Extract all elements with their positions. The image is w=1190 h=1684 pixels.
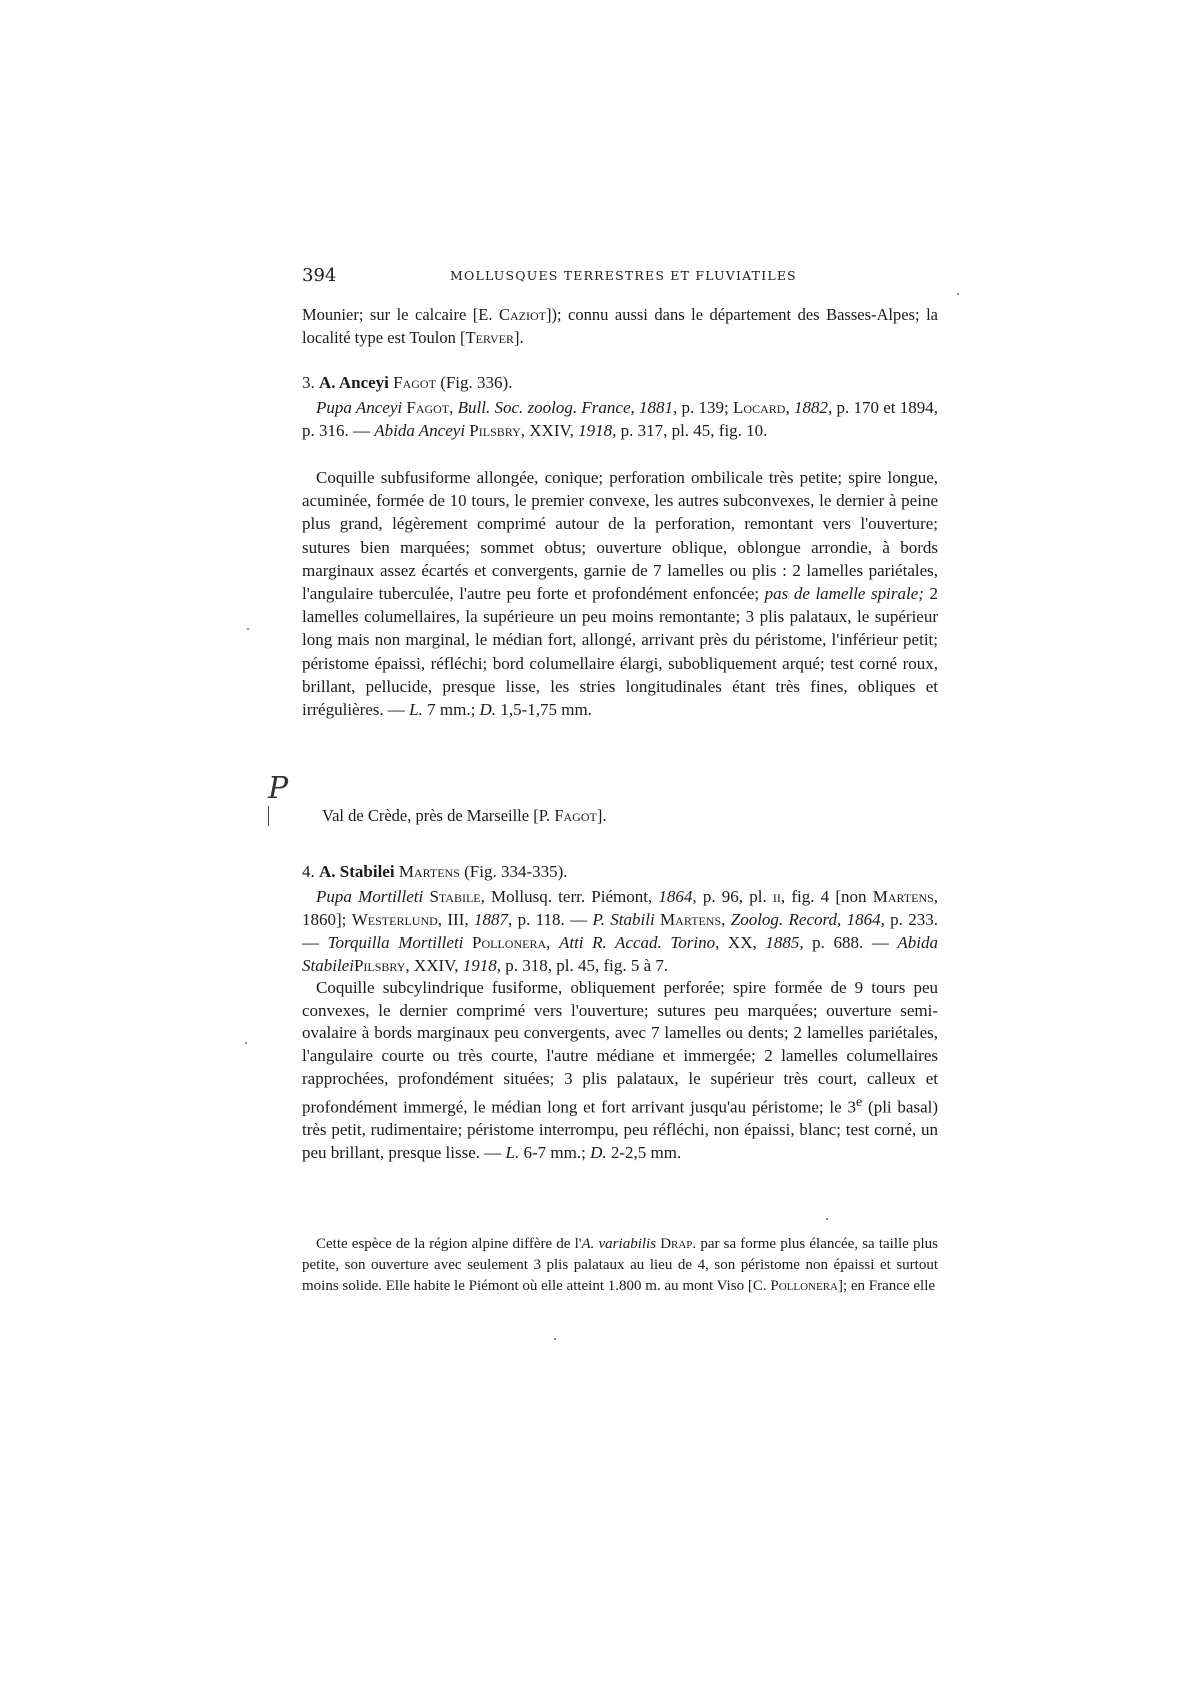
species-3-locality xyxy=(322,804,922,827)
species-4-note xyxy=(302,1234,938,1297)
species-3-description xyxy=(302,466,938,721)
description-text: 2 lamelles columellaires, la supérieure un peu moins remontante; 3 plis palataux, le supérieur long mais non marginal, le médian fort, allongé, arrivant près du péristome, l'inférieur petit; péristome épaissi, réfléchi; bord columellaire élargi, subobliquement arqué; test corné roux, brillant, pellucide, presque lisse, les stries longitudinales étant très fines, obliques et irrégulières. — xyxy=(302,584,938,720)
intro-author: Terver xyxy=(465,328,514,347)
year: 1887, xyxy=(473,910,513,929)
author: Martens xyxy=(872,887,934,906)
author: Pilsbry xyxy=(469,421,521,440)
intro-paragraph xyxy=(302,303,938,349)
plate-number: ii xyxy=(772,887,781,906)
ref-text: , III, xyxy=(437,910,474,929)
ref-text: , 1860]; xyxy=(302,887,939,929)
journal-title: Zoolog. Record, 1864, xyxy=(730,910,885,929)
note-text: Cette espèce de la région alpine diffère de l' xyxy=(316,1236,582,1252)
year: 1918, xyxy=(578,421,617,440)
measure-value: 2-2,5 mm. xyxy=(606,1142,682,1162)
author: Fagot xyxy=(554,806,597,825)
scan-speck xyxy=(245,1042,247,1044)
taxon-name: A. variabilis xyxy=(581,1236,657,1252)
ordinal-superscript: e xyxy=(855,1093,863,1110)
handwritten-margin-mark: P xyxy=(268,771,289,806)
ref-text: p. 139; xyxy=(677,398,734,417)
species-4-synonymy xyxy=(302,885,938,977)
author: Pollonera xyxy=(770,1278,838,1294)
author: Martens xyxy=(660,910,722,929)
measure-value: 6-7 mm.; xyxy=(519,1142,591,1162)
taxon-name: Torquilla Mortilleti xyxy=(327,933,464,952)
species-name: A. Anceyi xyxy=(319,373,389,392)
ref-text: , xyxy=(449,398,458,417)
description-text: Coquille subfusiforme allongée, conique; perforation ombilicale très petite; spire longue, acuminée, formée de 10 tours, le premier convexe, les autres subconvexes, le dernier à peine plus grand, légèrement comprimé autour de la perforation, remontant vers l'ouverture; sutures bien marquées; sommet obtus; ouverture oblique, oblongue arrondie, à bords marginaux assez écartés et convergents, garnie de 7 lamelles ou plis : 2 lamelles pariétales, l'angulaire tuberculée, l'autre peu forte et profondément enfoncée; xyxy=(302,468,938,604)
note-text: . par sa forme plus élancée, sa taille plus petite, son ouverture avec seulement 3 plis palataux au lieu de 4, son péristome non épaissi et surtout moins solide. Elle habite le Piémont où elle atteint 1.800 m. au mont Viso [C. xyxy=(302,1236,938,1294)
species-name: A. Stabilei xyxy=(319,862,395,881)
species-author: Martens xyxy=(398,862,460,881)
scan-speck xyxy=(826,1218,828,1220)
ref-text: XX, xyxy=(719,933,766,952)
ref-text: , XXIV, xyxy=(405,956,463,975)
journal-title: Atti R. Accad. Torino, xyxy=(558,933,720,952)
page-header xyxy=(302,265,938,289)
year: 1885, xyxy=(765,933,804,952)
scan-speck xyxy=(554,1338,556,1340)
ref-text: p. 317, pl. 45, fig. 10. xyxy=(616,421,768,440)
scan-speck xyxy=(247,628,249,630)
page-number: 394 xyxy=(302,265,337,286)
taxon-name: Pupa Mortilleti xyxy=(316,887,424,906)
figure-reference: (Fig. 336). xyxy=(435,373,513,392)
species-number: 4. xyxy=(302,862,319,881)
ref-text: p. 118. — xyxy=(512,910,593,929)
ref-text: , xyxy=(785,398,794,417)
taxon-name: Pupa Anceyi xyxy=(316,398,403,417)
ref-text: , fig. 4 [non xyxy=(780,887,873,906)
ref-text: p. 688. — xyxy=(803,933,898,952)
taxon-name: P. Stabili xyxy=(592,910,655,929)
running-head: MOLLUSQUES TERRESTRES ET FLUVIATILES xyxy=(450,268,797,283)
measure-label: L. xyxy=(505,1142,520,1162)
ref-text: , Mollusq. terr. Piémont, xyxy=(480,887,659,906)
measure-label: D. xyxy=(590,1142,607,1162)
taxon-name: Abida Anceyi xyxy=(374,421,466,440)
species-4-description xyxy=(302,977,938,1164)
ref-text: p. 318, pl. 45, fig. 5 à 7. xyxy=(500,956,669,975)
species-number: 3. xyxy=(302,373,319,392)
intro-author: Caziot xyxy=(498,305,546,324)
figure-reference: (Fig. 334-335). xyxy=(459,862,568,881)
year: 1882, xyxy=(793,398,833,417)
author: Pollonera xyxy=(472,933,547,952)
measure-label: L. xyxy=(409,700,423,720)
description-text: Coquille subcylindrique fusiforme, obliquement perforée; spire formée de 9 tours peu convexes, le dernier comprimé vers l'ouverture; sutures peu marquées; ouverture semi-ovalaire à bords marginaux peu convergents, avec 7 lamelles ou dents; 2 lamelles pariétales, l'angulaire courte ou très courte, l'autre médiane et immergée; 2 lamelles columellaires rapprochées, profondément situées; 3 plis palataux, le supérieur très court, calleux et profondément immergé, le médian long et fort arrivant jusqu'au péristome; le 3 xyxy=(302,978,938,1117)
measure-label: D. xyxy=(479,700,497,720)
author: Fagot xyxy=(406,398,450,417)
author: Locard xyxy=(733,398,786,417)
description-emphasis: pas de lamelle spirale; xyxy=(764,584,924,604)
author: Westerlund xyxy=(351,910,438,929)
ref-text: , xyxy=(721,910,731,929)
ref-text: , xyxy=(546,933,559,952)
margin-tick-mark xyxy=(268,806,269,826)
note-text: ]; en France elle xyxy=(837,1278,936,1294)
ref-text: p. 233. — xyxy=(302,910,939,952)
locality-text: Val de Crède, près de Marseille [P. xyxy=(322,806,555,825)
intro-text: ]. xyxy=(513,328,524,347)
author: Stabile xyxy=(429,887,481,906)
species-3-heading xyxy=(302,371,938,395)
description-text: (pli basal) très petit, rudimentaire; péristome interrompu, peu réfléchi, non épaissi, blanc; test corné, un peu brillant, presque lisse. — xyxy=(302,1097,939,1162)
author: Pilsbry xyxy=(353,956,406,975)
author: Drap xyxy=(660,1236,693,1252)
intro-text: ]); connu aussi dans le département des Basses-Alpes; la localité type est Toulon [ xyxy=(302,305,938,347)
intro-text: Mounier; sur le calcaire [E. xyxy=(302,305,499,324)
ref-text: p. 96, pl. xyxy=(696,887,773,906)
year: 1918, xyxy=(462,956,501,975)
measure-value: 1,5-1,75 mm. xyxy=(496,700,592,720)
measure-value: 7 mm.; xyxy=(422,700,480,720)
species-author: Fagot xyxy=(393,373,436,392)
year: 1864, xyxy=(658,887,697,906)
ref-text: , XXIV, xyxy=(520,421,579,440)
taxon-name: Abida Stabilei xyxy=(302,933,939,975)
species-3-synonymy xyxy=(302,396,938,442)
ref-text: p. 170 et 1894, p. 316. — xyxy=(302,398,939,440)
species-4-heading xyxy=(302,860,938,884)
journal-title: Bull. Soc. zoolog. France, 1881, xyxy=(457,398,678,417)
locality-text: ]. xyxy=(596,806,607,825)
scan-speck xyxy=(957,293,959,295)
